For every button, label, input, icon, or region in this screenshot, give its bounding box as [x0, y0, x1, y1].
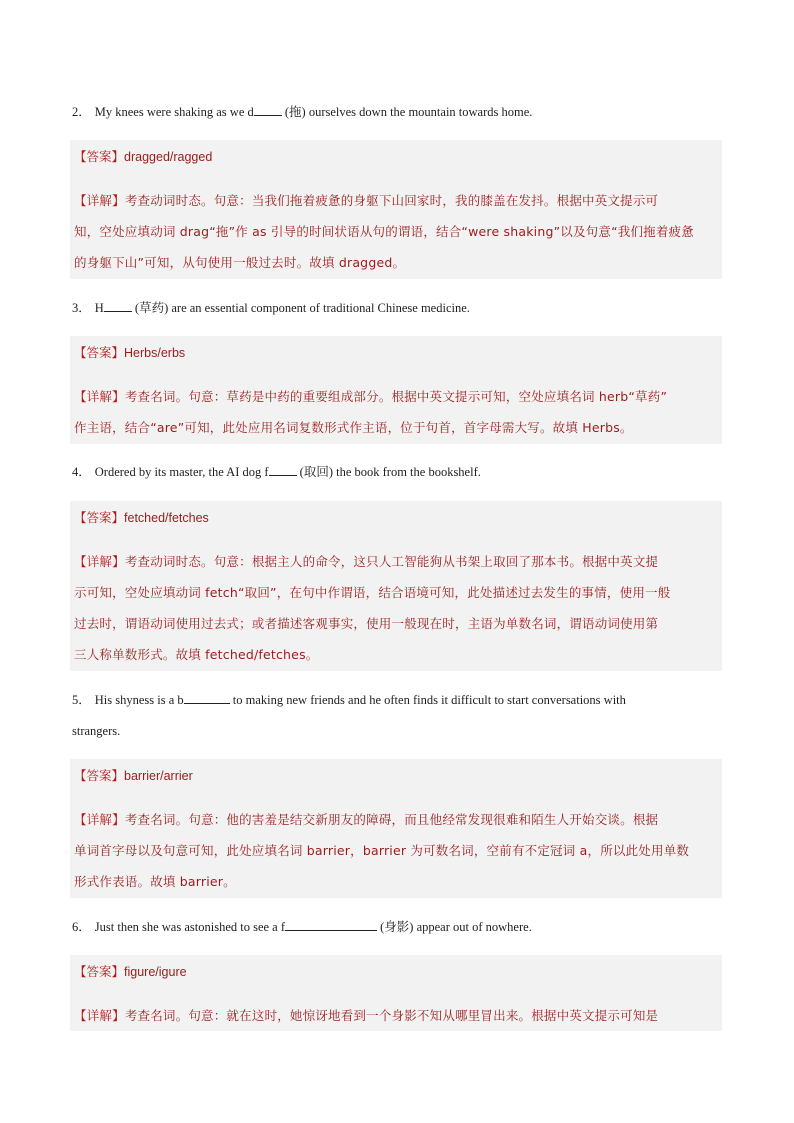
answer-text: Herbs/erbs	[124, 346, 186, 360]
question-number: 2．	[72, 105, 91, 119]
answer-text: figure/igure	[124, 965, 187, 979]
answer-tag: 【答案】	[74, 964, 125, 979]
question-4	[72, 457, 722, 487]
answer-box-6	[70, 955, 722, 1031]
answer-box-2	[70, 140, 722, 279]
question-number: 5．	[72, 693, 91, 707]
explain-text: 考查动词时态。句意：当我们拖着疲惫的身躯下山回家时，我的膝盖在发抖。根据中英文提示可	[124, 193, 659, 208]
answer-blank	[254, 102, 282, 116]
question-text-pre: H	[94, 301, 104, 315]
question-3	[72, 293, 722, 323]
explain-tag: 【详解】	[74, 554, 125, 569]
question-5	[72, 685, 722, 715]
answer-blank	[184, 690, 230, 704]
question-text-post: (草药) are an essential component of traditional Chinese medicine.	[131, 301, 470, 315]
answer-tag: 【答案】	[74, 768, 125, 783]
explain-tag: 【详解】	[74, 193, 125, 208]
answer-row	[74, 502, 718, 534]
question-text-post: (取回) the book from the bookshelf.	[296, 465, 481, 479]
question-text-pre: Ordered by its master, the AI dog f	[94, 465, 269, 479]
explanation-line: 形式作表语。故填 barrier。	[74, 874, 236, 889]
explanation-line: 三人称单数形式。故填 fetched/fetches。	[74, 647, 319, 662]
explanation-line: 作主语，结合“are”可知，此处应用名词复数形式作主语，位于句首，首字母需大写。故填 Herbs。	[74, 420, 633, 435]
question-text-pre: Just then she was astonished to see a f	[94, 920, 286, 934]
answer-box-5	[70, 759, 722, 898]
answer-tag: 【答案】	[74, 510, 125, 525]
answer-row	[74, 337, 718, 369]
answer-blank	[269, 462, 297, 476]
explanation-line: 单词首字母以及句意可知，此处应填名词 barrier，barrier 为可数名词，空前有不定冠词 a，所以此处用单数	[74, 843, 690, 858]
question-text-post: to making new friends and he often finds it difficult to start conversations with	[229, 693, 626, 707]
question-text-pre: His shyness is a b	[94, 693, 184, 707]
explain-text: 考查名词。句意：草药是中药的重要组成部分。根据中英文提示可知，空处应填名词 herb“草药”	[124, 389, 668, 404]
answer-text: barrier/arrier	[124, 769, 193, 783]
answer-tag: 【答案】	[74, 149, 125, 164]
answer-row	[74, 956, 718, 988]
question-number: 3．	[72, 301, 91, 315]
explain-tag: 【详解】	[74, 812, 125, 827]
answer-blank	[285, 917, 377, 931]
question-text-post: (身影) appear out of nowhere.	[377, 920, 532, 934]
answer-text: fetched/fetches	[124, 511, 209, 525]
question-6	[72, 912, 722, 942]
answer-box-4	[70, 501, 722, 671]
explanation-line: 过去时，谓语动词使用过去式；或者描述客观事实，使用一般现在时，主语为单数名词，谓语动词使用第	[74, 616, 659, 631]
explanation-line	[74, 546, 718, 577]
question-number: 6．	[72, 920, 91, 934]
question-2	[72, 97, 722, 127]
answer-row	[74, 141, 718, 173]
explain-text: 考查动词时态。句意：根据主人的命令，这只人工智能狗从书架上取回了那本书。根据中英文提	[124, 554, 659, 569]
explanation-line	[74, 1000, 718, 1031]
answer-row	[74, 760, 718, 792]
answer-blank	[104, 298, 132, 312]
answer-box-3	[70, 336, 722, 444]
explanation-line	[74, 804, 718, 835]
explanation-line	[74, 381, 718, 412]
explanation-line: 的身躯下山”可知，从句使用一般过去时。故填 dragged。	[74, 255, 406, 270]
question-number: 4．	[72, 465, 91, 479]
answer-tag: 【答案】	[74, 345, 125, 360]
question-5-continued: strangers.	[72, 724, 121, 738]
question-text-post: (拖) ourselves down the mountain towards home.	[281, 105, 533, 119]
answer-text: dragged/ragged	[124, 150, 213, 164]
explain-tag: 【详解】	[74, 389, 125, 404]
explain-text: 考查名词。句意：他的害羞是结交新朋友的障碍，而且他经常发现很难和陌生人开始交谈。根据	[124, 812, 659, 827]
explain-tag: 【详解】	[74, 1008, 125, 1023]
question-text-pre: My knees were shaking as we d	[94, 105, 254, 119]
explanation-line: 知，空处应填动词 drag“拖”作 as 引导的时间状语从句的谓语，结合“were shaking”以及句意“我们拖着疲惫	[74, 224, 694, 239]
explain-text: 考查名词。句意：就在这时，她惊讶地看到一个身影不知从哪里冒出来。根据中英文提示可知是	[124, 1008, 659, 1023]
explanation-line: 示可知，空处应填动词 fetch“取回”，在句中作谓语，结合语境可知，此处描述过去发生的事情，使用一般	[74, 585, 671, 600]
explanation-line	[74, 185, 718, 216]
